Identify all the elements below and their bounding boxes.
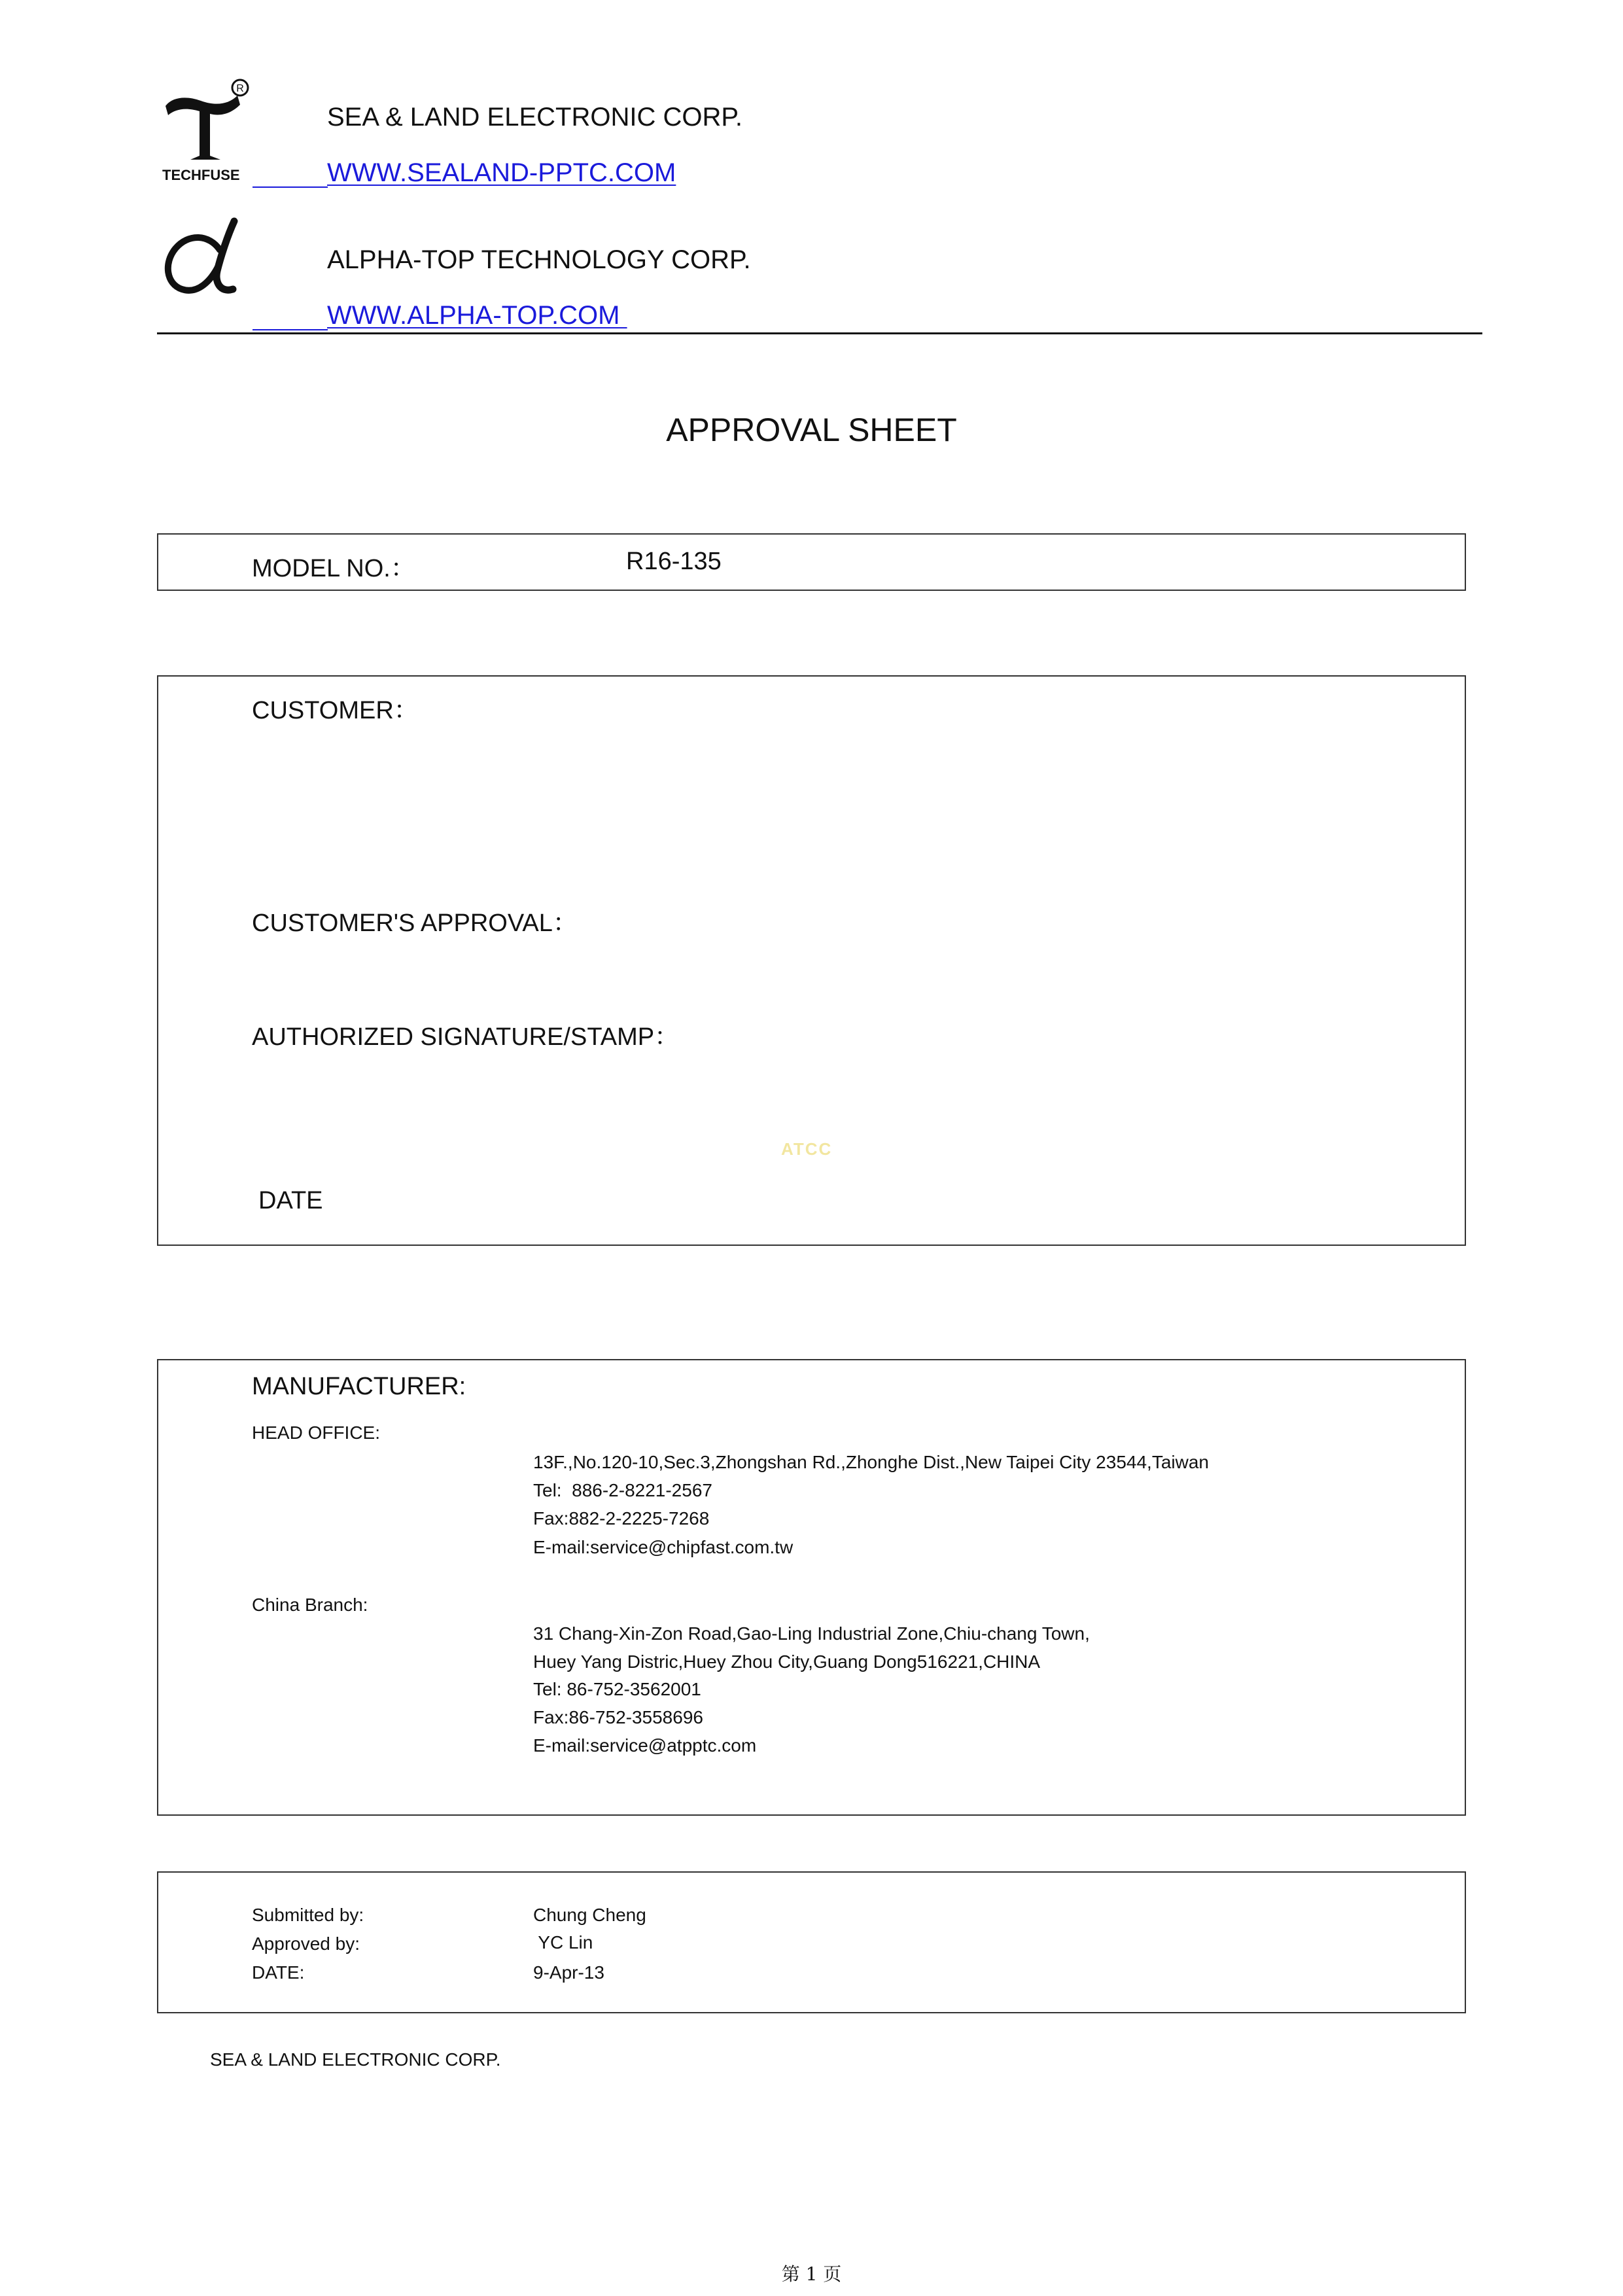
alpha-logo — [157, 216, 249, 301]
customer-label: CUSTOMER： — [252, 697, 419, 724]
china-branch-address-2: Huey Yang Distric,Huey Zhou City,Guang Dong516221,CHINA — [533, 1651, 1041, 1672]
page-number: 第 1 页 — [781, 2263, 842, 2285]
company2-name: ALPHA-TOP TECHNOLOGY CORP. — [327, 245, 751, 274]
customer-date-label: DATE — [258, 1187, 323, 1214]
submission-box — [157, 1871, 1466, 2013]
china-branch-email: E-mail:service@atpptc.com — [533, 1735, 757, 1756]
china-branch-address-1: 31 Chang-Xin-Zon Road,Gao-Ling Industrial Zone,Chiu-chang Town, — [533, 1623, 1090, 1644]
head-office-tel: Tel: 886-2-8221-2567 — [533, 1480, 712, 1500]
submission-date-value: 9-Apr-13 — [533, 1962, 604, 1983]
svg-text:R: R — [236, 83, 244, 94]
footer-company: SEA & LAND ELECTRONIC CORP. — [210, 2049, 501, 2070]
customer-box — [157, 675, 1466, 1246]
head-office-fax: Fax:882-2-2225-7268 — [533, 1508, 710, 1528]
head-office-label: HEAD OFFICE: — [252, 1422, 381, 1443]
company1-url-underline — [253, 186, 328, 188]
manufacturer-box — [157, 1359, 1466, 1816]
company2-url-underline — [253, 329, 328, 330]
authorized-signature-label: AUTHORIZED SIGNATURE/STAMP： — [252, 1023, 680, 1051]
head-office-address: 13F.,No.120-10,Sec.3,Zhongshan Rd.,Zhonghe Dist.,New Taipei City 23544,Taiwan — [533, 1452, 1209, 1472]
china-branch-tel: Tel: 86-752-3562001 — [533, 1679, 701, 1699]
watermark-stamp: ATCC — [781, 1139, 833, 1159]
customer-approval-label: CUSTOMER'S APPROVAL： — [252, 910, 578, 937]
alpha-icon — [157, 216, 249, 301]
manufacturer-heading: MANUFACTURER: — [252, 1373, 466, 1400]
submitted-by-value: Chung Cheng — [533, 1905, 646, 1925]
approved-by-label: Approved by: — [252, 1934, 360, 1954]
company1-url-link[interactable]: WWW.SEALAND-PPTC.COM — [327, 158, 676, 187]
china-branch-label: China Branch: — [252, 1595, 368, 1615]
china-branch-fax: Fax:86-752-3558696 — [533, 1707, 703, 1727]
submission-date-label: DATE: — [252, 1962, 305, 1983]
model-label: MODEL NO.： — [252, 555, 415, 582]
approved-by-value: YC Lin — [533, 1932, 593, 1952]
techfuse-logo-mark — [160, 79, 252, 164]
head-office-email: E-mail:service@chipfast.com.tw — [533, 1537, 794, 1557]
model-value: R16-135 — [626, 548, 722, 575]
techfuse-logo-text: TECHFUSE — [162, 167, 240, 183]
submitted-by-label: Submitted by: — [252, 1905, 364, 1925]
techfuse-logo — [160, 79, 252, 183]
header-divider — [157, 332, 1482, 334]
company2-url-link[interactable]: WWW.ALPHA-TOP.COM — [327, 301, 627, 330]
page-title: APPROVAL SHEET — [666, 412, 957, 448]
model-box — [157, 533, 1466, 591]
company1-name: SEA & LAND ELECTRONIC CORP. — [327, 103, 742, 132]
